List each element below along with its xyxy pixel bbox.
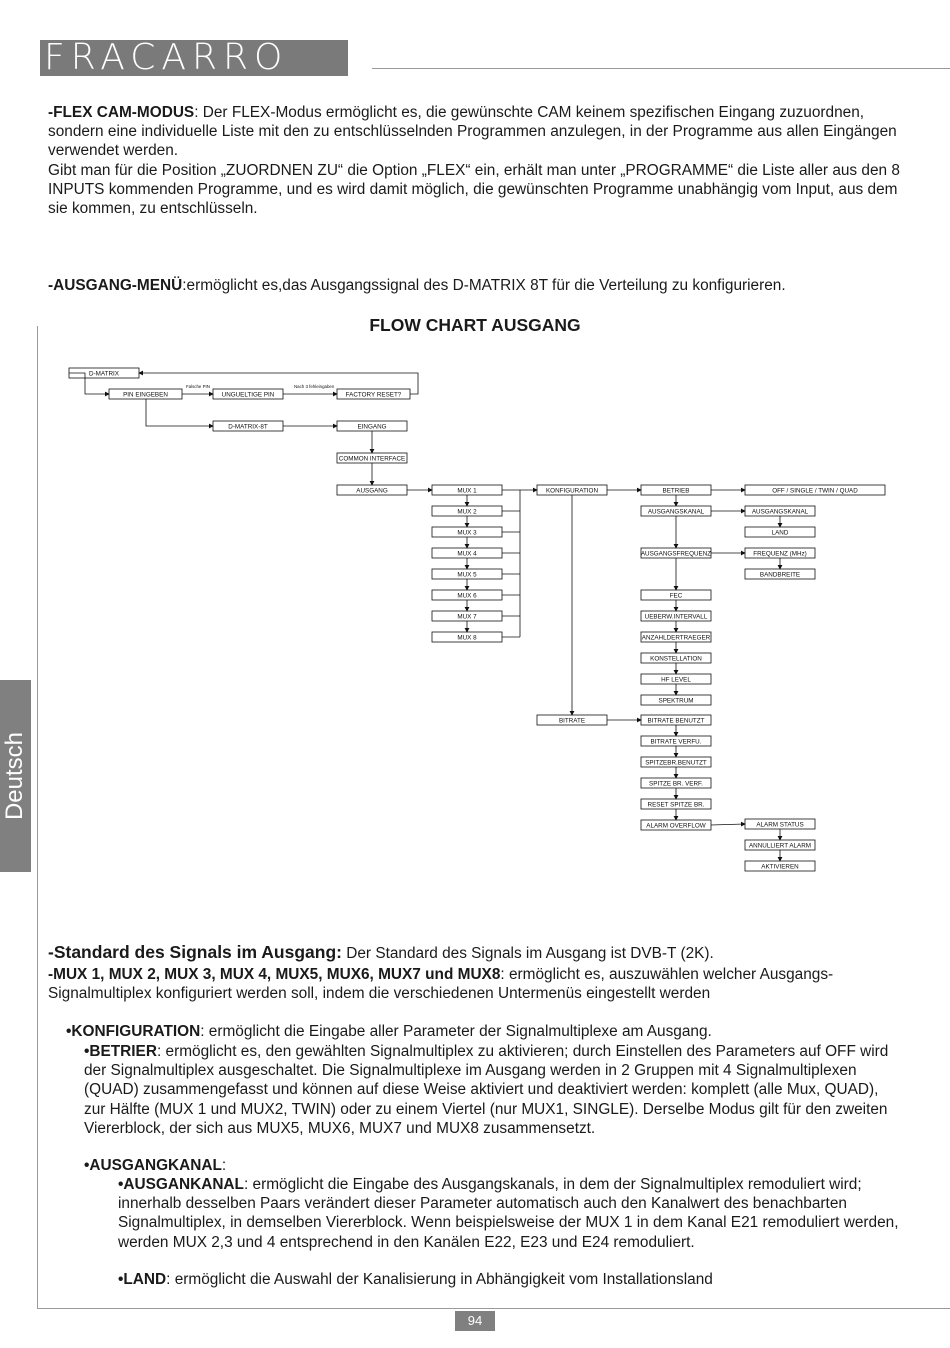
flow-box-label: AUSGANGSKANAL [647,508,705,516]
land-paragraph [118,1270,908,1289]
flex-term: -FLEX CAM-MODUS [48,104,195,121]
flow-box-ausgangskanal_sub [745,506,815,516]
flow-box-label: ANZAHLDERTRAEGER [641,634,711,642]
mux-term: -MUX 1, MUX 2, MUX 3, MUX 4, MUX5, MUX6, MUX7 und MUX8 [48,966,501,983]
ausgang-term: -AUSGANG-MENÜ [48,277,183,294]
ausgankanal-paragraph [118,1175,908,1252]
flow-box-mux-7 [432,611,502,621]
flow-box-label: AUSGANGSKANAL [751,508,809,516]
flow-box-label: BITRATE VERFU. [650,738,702,746]
flow-box-hf_level [641,674,711,684]
flow-box-aktivieren [745,861,815,871]
ausgangkanal-text: : [221,1157,227,1174]
flow-box-label: UNGUELTIGE PIN [221,391,275,399]
flow-box-annulliert [745,840,815,850]
flow-box-label: SPITZEBR.BENUTZT [645,759,707,767]
flow-box-factory_reset [337,389,410,399]
betrier-term: •BETRIER [84,1043,157,1060]
flow-box-ausgangsfrequenz [641,548,711,558]
flow-box-label: BANDBREITE [759,571,801,579]
flow-box-alarm_status [745,819,815,829]
flow-box-label: PIN EINGEBEN [123,391,168,399]
flow-box-frequenz [745,548,815,558]
land-term: •LAND [118,1271,167,1288]
flex-text-2: Gibt man für die Position „ZUORDNEN ZU“ die Option „FLEX“ ein, erhält man unter „PROGRAMME“ die Liste aller aus den 8 INPUTS kommenden Programme, und es wird damit möglich, die gewünschten Programme unabhängig vom Input, aus dem sie kommen, zu entschlüsseln. [48,161,900,218]
flow-box-invalid_pin [213,389,283,399]
flex-text: : Der FLEX-Modus ermöglicht es, die gewünschte CAM keinem spezifischen Eingang zuzuordnen, sondern eine individuelle Liste mit den zu entschlüsselnden Programmen anzulegen, in der Programme aus allen Eingängen verwendet werden. [48,104,897,160]
flow-box-label: HF LEVEL [661,676,691,684]
flow-box-label: ALARM OVERFLOW [646,822,706,830]
flow-box-label: RESET SPITZE BR. [647,801,705,809]
flow-box-spektrum [641,695,711,705]
flow-box-label: BITRATE [558,717,586,725]
betrier-text: : ermöglicht es, den gewählten Signalmultiplex zu aktivieren; durch Einstellen des Parameters auf OFF wird der Signalmultiplex ausgeschaltet. Die Signalmultiplexe im Ausgang werden in 2 Gruppen mit 4 Signalmultiplexen (QUAD) zusammengefasst und können auf diese Weise aktiviert und deaktiviert werden: komplett (alle Mux, QUAD), zur Hälfte (MUX 1 und MUX2, TWIN) oder zu einem Viertel (nur MUX1, SINGLE). Derselbe Modus gilt für den zweiten Viererblock, der sich aus MUX5, MUX6, MUX7 und MUX8 zusammensetzt. [84,1043,889,1137]
flow-box-land [745,527,815,537]
betrier-paragraph [84,1042,904,1138]
flow-box-label: EINGANG [357,423,387,431]
flow-box-mux-8 [432,632,502,642]
flow-box-common_interface [337,453,407,463]
flow-box-label: SPITZE BR. VERF. [649,780,703,788]
flow-box-bitrate_benutzt [641,715,711,725]
ausgangkanal-paragraph [84,1156,904,1175]
flow-box-label: MUX 6 [457,592,477,600]
flow-box-anzahl [641,632,711,642]
page-number: 94 [455,1311,495,1331]
standard-text: Der Standard des Signals im Ausgang ist DVB-T (2K). [341,945,714,962]
ausgang-text: :ermöglicht es,das Ausgangssignal des D-MATRIX 8T für die Verteilung zu konfigurieren. [182,277,786,294]
konfiguration-text: : ermöglicht die Eingabe aller Parameter der Signalmultiplexe am Ausgang. [200,1023,712,1040]
flow-box-label: KONFIGURATION [545,487,599,495]
logo-text: FRACARRO [44,37,289,78]
flowchart-boxes [69,368,885,871]
flow-box-label: MUX 5 [457,571,477,579]
flow-box-label: MUX 7 [457,613,477,621]
edge-label-wrong-pin: Falsche PIN [186,384,210,389]
flow-box-mux-4 [432,548,502,558]
flow-box-konfiguration [537,485,607,495]
flowchart-title: FLOW CHART AUSGANG [369,315,581,335]
flow-box-label: ANNULLIERT ALARM [748,842,812,850]
flow-connector [146,399,213,426]
flow-box-label: UEBERW.INTERVALL [644,613,708,621]
flow-box-label: BITRATE BENUTZT [647,717,705,725]
flow-box-label: AUSGANG [356,487,388,495]
flow-box-mux-2 [432,506,502,516]
flow-box-label: FREQUENZ (MHz) [753,550,807,558]
flow-box-label: D-MATRIX-8T [228,423,268,431]
flow-box-label: FEC [669,592,683,600]
flow-box-label: AKTIVIEREN [761,863,799,871]
flow-box-label: BETRIEB [662,487,690,495]
flow-box-betrieb_options [745,485,885,495]
land-text: : ermöglicht die Auswahl der Kanalisierung in Abhängigkeit vom Installationsland [166,1271,713,1288]
flow-box-label: MUX 2 [457,508,477,516]
flow-box-eingang [337,421,407,431]
flow-box-label: COMMON INTERFACE [338,455,406,463]
flow-box-label: AUSGANGSFREQUENZ [640,550,712,558]
flow-box-spitzebr_benutzt [641,757,711,767]
flow-box-ueberw [641,611,711,621]
flow-box-mux-1 [432,485,502,495]
flow-box-betrieb [641,485,711,495]
flow-connector [711,824,745,825]
flow-box-label: OFF / SINGLE / TWIN / QUAD [772,487,858,495]
flow-box-bandbreite [745,569,815,579]
flow-box-alarm_overflow [641,820,711,830]
flow-box-fec [641,590,711,600]
ausgangkanal-term: •AUSGANGKANAL [84,1157,222,1174]
flow-box-mux-5 [432,569,502,579]
flow-box-label: D-MATRIX [89,370,119,378]
flow-box-label: KONSTELLATION [650,655,702,663]
flow-box-mux-6 [432,590,502,600]
flow-box-label: LAND [771,529,789,537]
flow-box-label: MUX 4 [457,550,477,558]
language-tab-label: Deutsch [1,731,29,821]
konfiguration-term: •KONFIGURATION [66,1023,201,1040]
flow-box-label: ALARM STATUS [756,821,804,829]
flow-box-label: FACTORY RESET? [345,391,402,399]
flow-box-label: SPEKTRUM [658,697,694,705]
edge-label-after-3: Nach 3 fehleingaben [294,384,335,389]
flow-box-spitze_br_verf [641,778,711,788]
mux-text: : ermöglicht es, auszuwählen welcher Ausgangs-Signalmultiplex konfiguriert werden soll, indem die verschiedenen Untermenüs eingestellt werden [48,966,834,1003]
flow-box-label: MUX 8 [457,634,477,642]
mux-paragraph [48,965,903,1003]
ausgankanal-text: : ermöglicht die Eingabe des Ausgangskanals, in dem der Signalmultiplex remoduliert wird; innerhalb desselben Paars verändert dieser Parameter automatisch auch den Kanalwert des benachbarten Signalmultiplex, in demselben Viererblock. Wenn beispielsweise der MUX 1 in dem Kanal E21 remoduliert werden, werden MUX 2,3 und 4 entsprechend in den Kanälen E22, E23 und E24 remoduliert. [118,1176,899,1251]
flow-box-label: MUX 1 [457,487,477,495]
standard-term: -Standard des Signals im Ausgang: [48,942,342,962]
flow-box-konstellation [641,653,711,663]
konfiguration-paragraph [66,1022,906,1041]
flow-box-label: MUX 3 [457,529,477,537]
flow-box-bitrate [537,715,607,725]
flow-box-bitrate_verfu [641,736,711,746]
flow-box-dmatrix8t [213,421,283,431]
flow-box-ausgang [337,485,407,495]
standard-paragraph [48,943,903,963]
flow-box-pin [109,389,182,399]
flow-box-ausgangskanal [641,506,711,516]
flow-box-reset_spitze [641,799,711,809]
flow-box-mux-3 [432,527,502,537]
ausgankanal-term: •AUSGANKANAL [118,1176,244,1193]
